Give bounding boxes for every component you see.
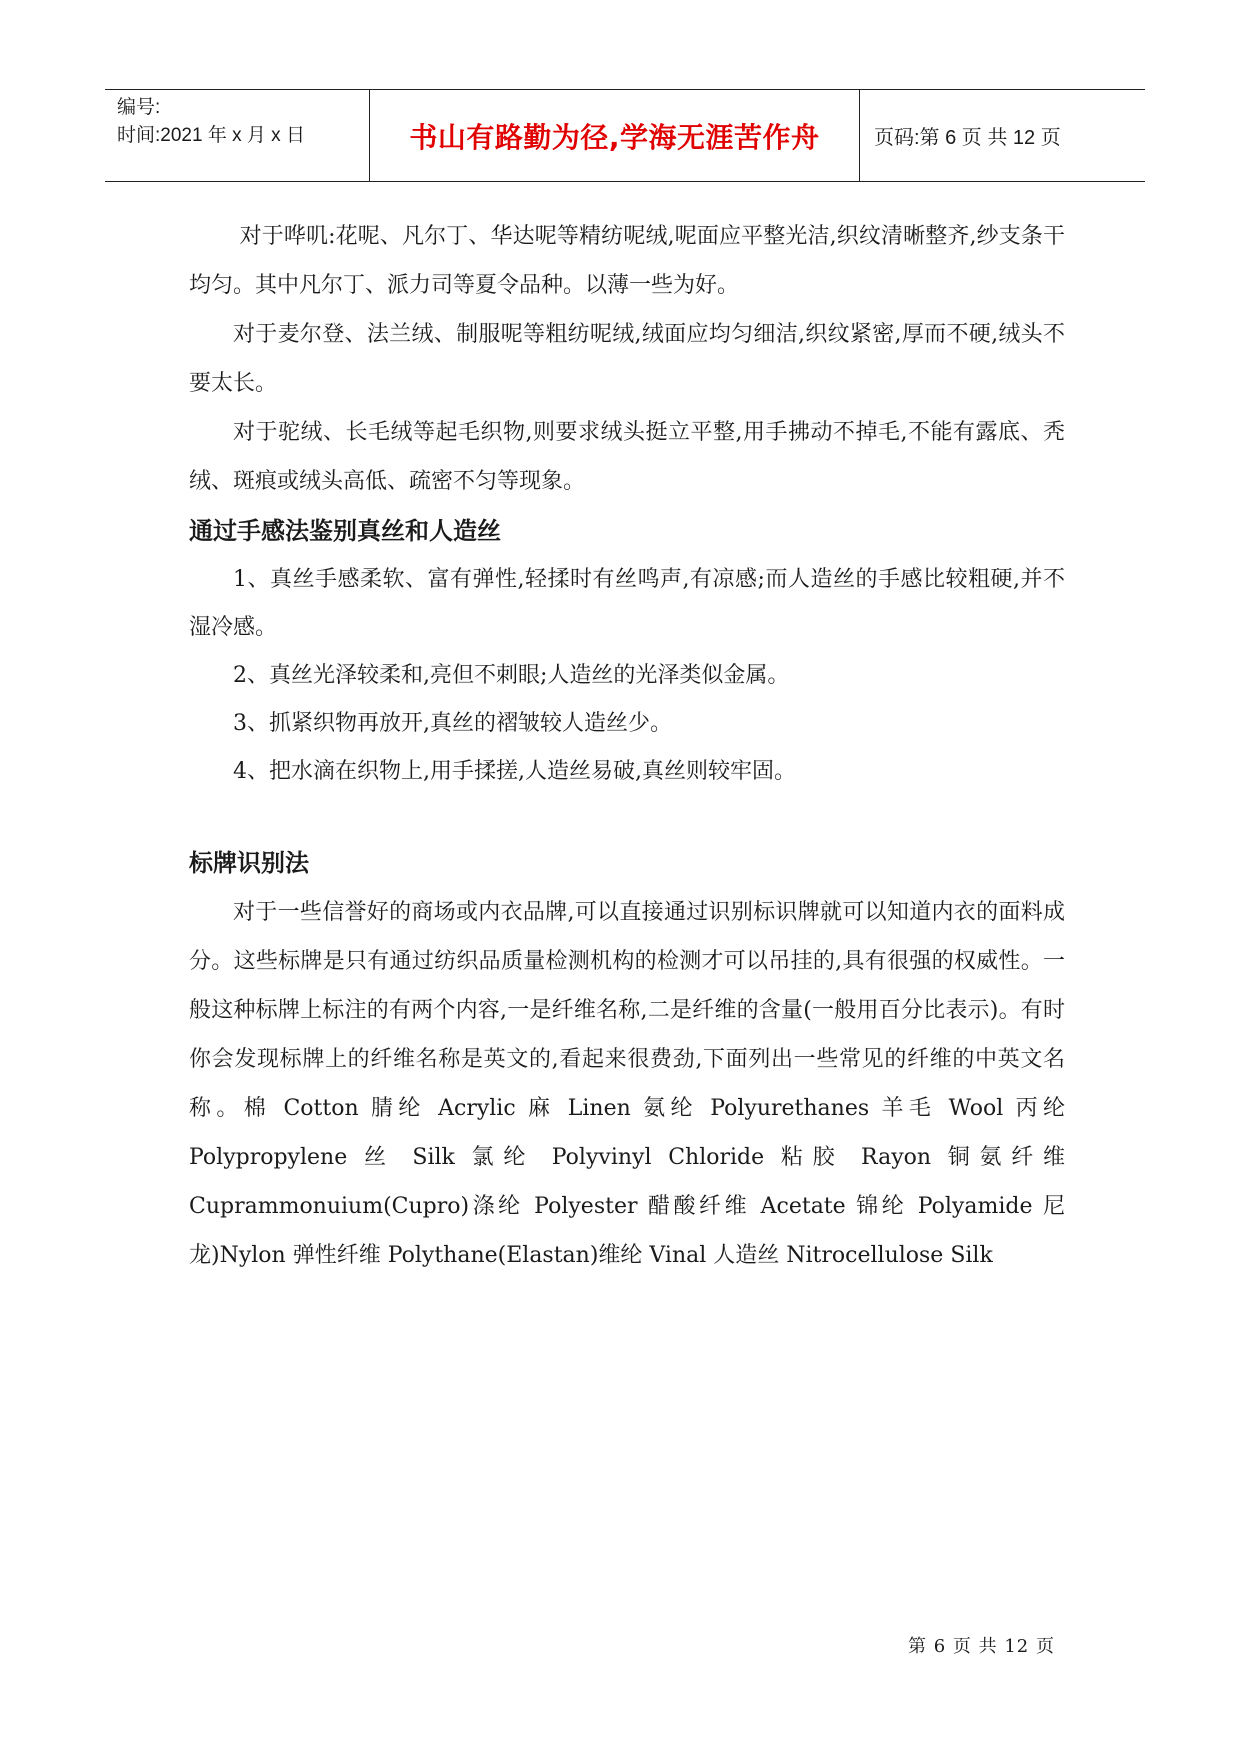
paragraph: 对于麦尔登、法兰绒、制服呢等粗纺呢绒,绒面应均匀细洁,织纹紧密,厚而不硬,绒头不要太长。 [189,322,1065,396]
document-number-label: 编号: [117,97,161,118]
list-item: 3、抓紧织物再放开,真丝的褶皱较人造丝少。 [233,711,672,736]
page-footer: 第 6 页 共 12 页 [908,1636,1055,1657]
list-item: 1、真丝手感柔软、富有弹性,轻揉时有丝鸣声,有凉感;而人造丝的手感比较粗硬,并不湿冷感。 [189,567,1065,640]
paragraph: 对于一些信誉好的商场或内衣品牌,可以直接通过识别标识牌就可以知道内衣的面料成分。这些标牌是只有通过纺织品质量检测机构的检测才可以吊挂的,具有很强的权威性。一般这种标牌上标注的有两个内容,一是纤维名称,二是纤维的含量(一般用百分比表示)。有时你会发现标牌上的纤维名称是英文的,看起来很费劲,下面列出一些常见的纤维的中英文名称。棉 Cotton 腈纶 Acrylic 麻 Linen 氨纶 Polyurethanes 羊毛 Wool 丙纶 Polypropylene 丝 Silk 氯纶 Polyvinyl Chloride 粘胶 Rayon 铜氨纤维 Cuprammonuium(Cupro)涤纶 Polyester 醋酸纤维 Acetate 锦纶 Polyamide 尼龙)Nylon 弹性纤维 Polythane(Elastan)维纶 Vinal 人造丝 Nitrocellulose Silk [189,900,1065,1268]
section-heading: 通过手感法鉴别真丝和人造丝 [189,517,501,545]
document-time: 时间:2021 年 x 月 x 日 [117,125,305,146]
header-page-info: 页码:第 6 页 共 12 页 [874,127,1061,149]
paragraph: 对于哗叽:花呢、凡尔丁、华达呢等精纺呢绒,呢面应平整光洁,织纹清晰整齐,纱支条干均匀。其中凡尔丁、派力司等夏令品种。以薄一些为好。 [189,224,1065,298]
header-motto: 书山有路勤为径,学海无涯苦作舟 [370,90,860,181]
document-body [189,212,1065,1280]
list-item: 2、真丝光泽较柔和,亮但不刺眼;人造丝的光泽类似金属。 [233,663,790,688]
section-heading: 标牌识别法 [189,849,309,877]
list-item: 4、把水滴在织物上,用手揉搓,人造丝易破,真丝则较牢固。 [233,759,796,784]
paragraph: 对于驼绒、长毛绒等起毛织物,则要求绒头挺立平整,用手拂动不掉毛,不能有露底、秃绒、斑痕或绒头高低、疏密不匀等现象。 [189,420,1065,494]
header-meta [105,90,370,181]
page-header [105,89,1145,182]
